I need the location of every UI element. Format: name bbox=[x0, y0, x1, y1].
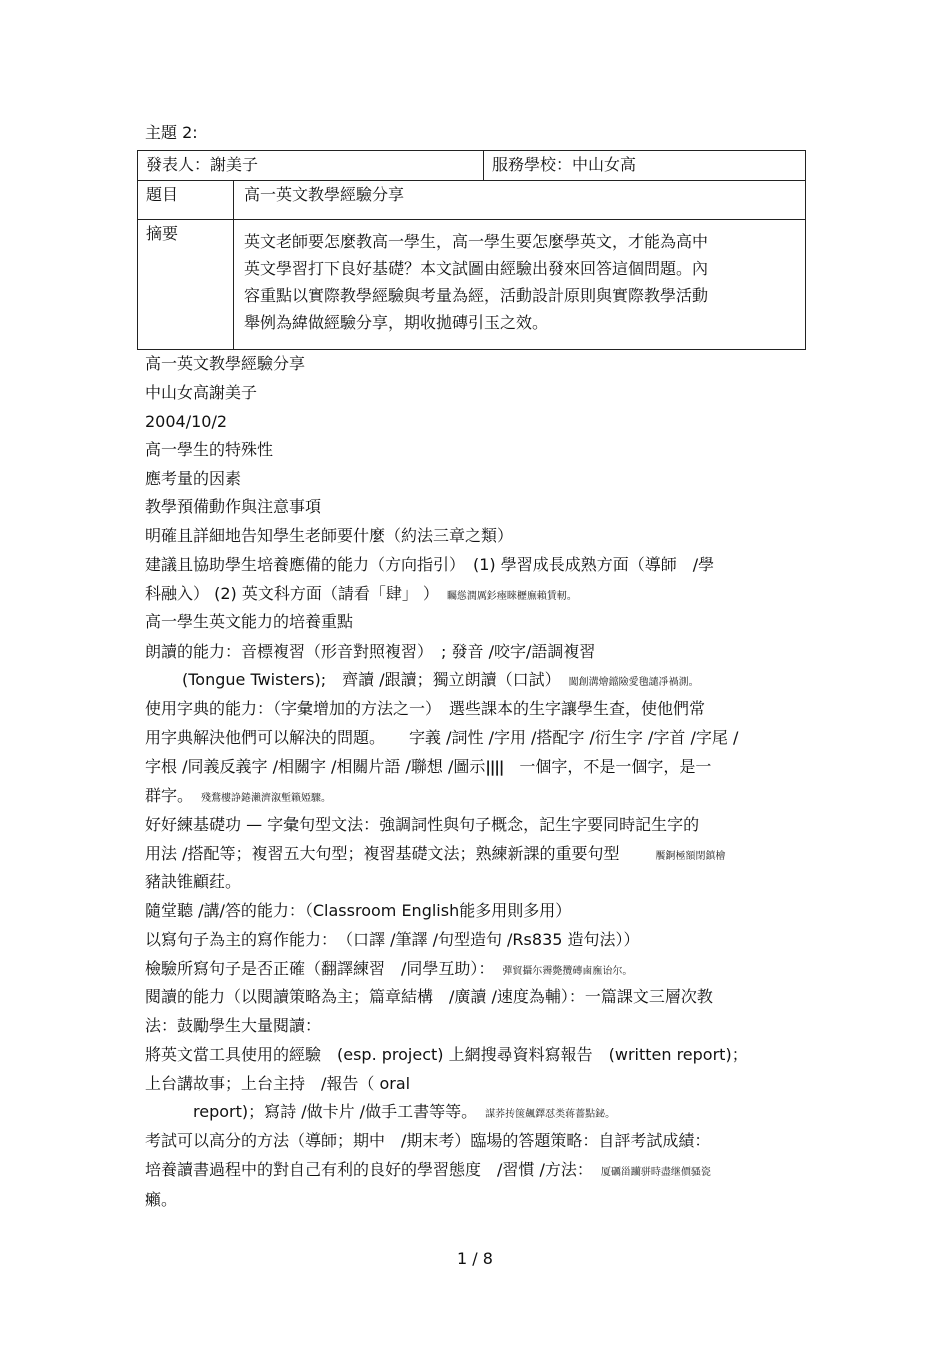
bars-glyph: |||| bbox=[485, 758, 504, 776]
garbled-note: 闖創溝燴鐺險愛氌譴凈禍測。 bbox=[568, 677, 699, 688]
body-line: 以寫句子為主的寫作能力： （口譯 /筆譯 /句型造句 /Rs835 造句法）） bbox=[145, 930, 640, 949]
garbled-note: 彈貿攝尓霽斃攬磚鹵廡诒尔。 bbox=[502, 966, 633, 977]
body-line: 上台講故事；上台主持 /報告（ oral bbox=[145, 1074, 411, 1093]
abstract-line: 英文學習打下良好基礎？本文試圖由經驗出發來回答這個問題。內 bbox=[244, 259, 709, 278]
body-line: 教學預備動作與注意事項 bbox=[145, 497, 322, 516]
body-line: 使用字典的能力：（字彙增加的方法之一） 選些課本的生字讓學生查，使他們常 bbox=[145, 699, 706, 718]
abstract-line: 容重點以實際教學經驗與考量為經，活動設計原則與實際教學活動 bbox=[244, 286, 709, 305]
body-line: 朗讀的能力：音標複習（形音對照複習） ; 發音 /咬字/語調複習 bbox=[145, 642, 596, 661]
abstract-row bbox=[138, 220, 806, 350]
body-text: 科融入） (2) 英文科方面（請看「肆」 ） bbox=[145, 584, 439, 603]
school-cell: 服務學校：中山女高 bbox=[484, 151, 806, 181]
abstract-line: 英文老師要怎麼教高一學生，高一學生要怎麼學英文，才能為高中 bbox=[244, 232, 709, 251]
garbled-note: 豬訣锥顧荭。 bbox=[145, 872, 242, 891]
body-text: 群字。 bbox=[145, 786, 194, 805]
body-text: 字根 /同義反義字 /相關字 /相關片語 /聯想 /圖示 bbox=[145, 757, 486, 776]
presenter-cell: 發表人：謝美子 bbox=[138, 151, 484, 181]
title-label-cell: 題目 bbox=[138, 181, 234, 220]
body-line: 將英文當工具使用的經驗 (esp. project) 上網搜尋資料寫報告 (written report)； bbox=[145, 1045, 748, 1064]
body-line bbox=[145, 757, 711, 777]
body-line: 法：鼓勵學生大量閱讀： bbox=[145, 1016, 322, 1035]
title-row bbox=[138, 181, 806, 220]
body-line bbox=[145, 959, 632, 982]
body-line bbox=[145, 786, 331, 809]
abstract-label-cell: 摘要 bbox=[138, 220, 234, 350]
body-line: 高一學生英文能力的培養重點 bbox=[145, 612, 354, 631]
body-line bbox=[193, 1102, 615, 1125]
body-line: 隨堂聽 /講/答的能力：（Classroom English能多用則多用） bbox=[145, 901, 572, 920]
title-value-cell: 高一英文教學經驗分享 bbox=[234, 181, 806, 220]
body-text: 檢驗所寫句子是否正確（翻譯練習 /同學互助）： bbox=[145, 959, 495, 978]
body-line bbox=[145, 584, 577, 607]
info-table bbox=[137, 150, 806, 350]
body-text: report)；寫詩 /做卡片 /做手工書等等。 bbox=[193, 1102, 478, 1121]
presenter-row bbox=[138, 151, 806, 181]
garbled-note: 饜錒極額閉鎮檜 bbox=[655, 851, 726, 862]
garbled-note: 殘鶩樓諍錈瀨濟溆塹籟婭驟。 bbox=[201, 793, 332, 804]
body-line bbox=[182, 670, 699, 693]
page-number: 1 / 8 bbox=[457, 1249, 493, 1268]
body-date: 2004/10/2 bbox=[145, 412, 228, 431]
garbled-note: 矚慫潤厲釤瘞睞櫪廡賴賃軔。 bbox=[446, 591, 577, 602]
body-text: 用法 /搭配等；複習五大句型；複習基礎文法；熟練新課的重要句型 bbox=[145, 844, 620, 863]
body-line: 用字典解決他們可以解決的問題。 字義 /詞性 /字用 /搭配字 /衍生字 /字首 /字尾 / bbox=[145, 728, 739, 747]
body-text: 培養讀書過程中的對自己有利的良好的學習態度 /習慣 /方法： bbox=[145, 1160, 593, 1179]
body-heading: 高一英文教學經驗分享 bbox=[145, 354, 306, 373]
garbled-note: 謀荞抟箧飆鐸怼类蒋薔點鉍。 bbox=[485, 1109, 616, 1120]
body-text: 一個字，不是一個字，是一 bbox=[503, 757, 712, 776]
body-line: 閱讀的能力（以閱讀策略為主；篇章結構 /廣讀 /速度為輔）：一篇課文三層次教 bbox=[145, 987, 713, 1006]
garbled-note: 癩。 bbox=[145, 1190, 178, 1209]
garbled-note: 厦礪甾躪骈時盡继價骚瓷 bbox=[600, 1167, 711, 1178]
body-line: 高一學生的特殊性 bbox=[145, 440, 274, 459]
abstract-body-cell bbox=[234, 220, 806, 350]
body-line: 應考量的因素 bbox=[145, 469, 242, 488]
body-author: 中山女高謝美子 bbox=[145, 383, 258, 402]
body-line: 建議且協助學生培養應備的能力（方向指引） (1) 學習成長成熟方面（導師 /學 bbox=[145, 555, 715, 574]
topic-label: 主題 2: bbox=[145, 123, 198, 142]
body-text: (Tongue Twisters); 齊讀 /跟讀；獨立朗讀（口試） bbox=[182, 670, 561, 689]
body-line bbox=[145, 1160, 711, 1183]
body-line: 好好練基礎功 — 字彙句型文法：強調詞性與句子概念，記生字要同時記生字的 bbox=[145, 815, 700, 834]
body-line: 明確且詳細地告知學生老師要什麼（約法三章之類） bbox=[145, 526, 514, 545]
body-line bbox=[145, 844, 725, 867]
abstract-line: 舉例為緯做經驗分享，期收拋磚引玉之效。 bbox=[244, 313, 549, 332]
body-line: 考試可以高分的方法（導師；期中 /期末考）臨場的答題策略：自評考試成績： bbox=[145, 1131, 711, 1150]
